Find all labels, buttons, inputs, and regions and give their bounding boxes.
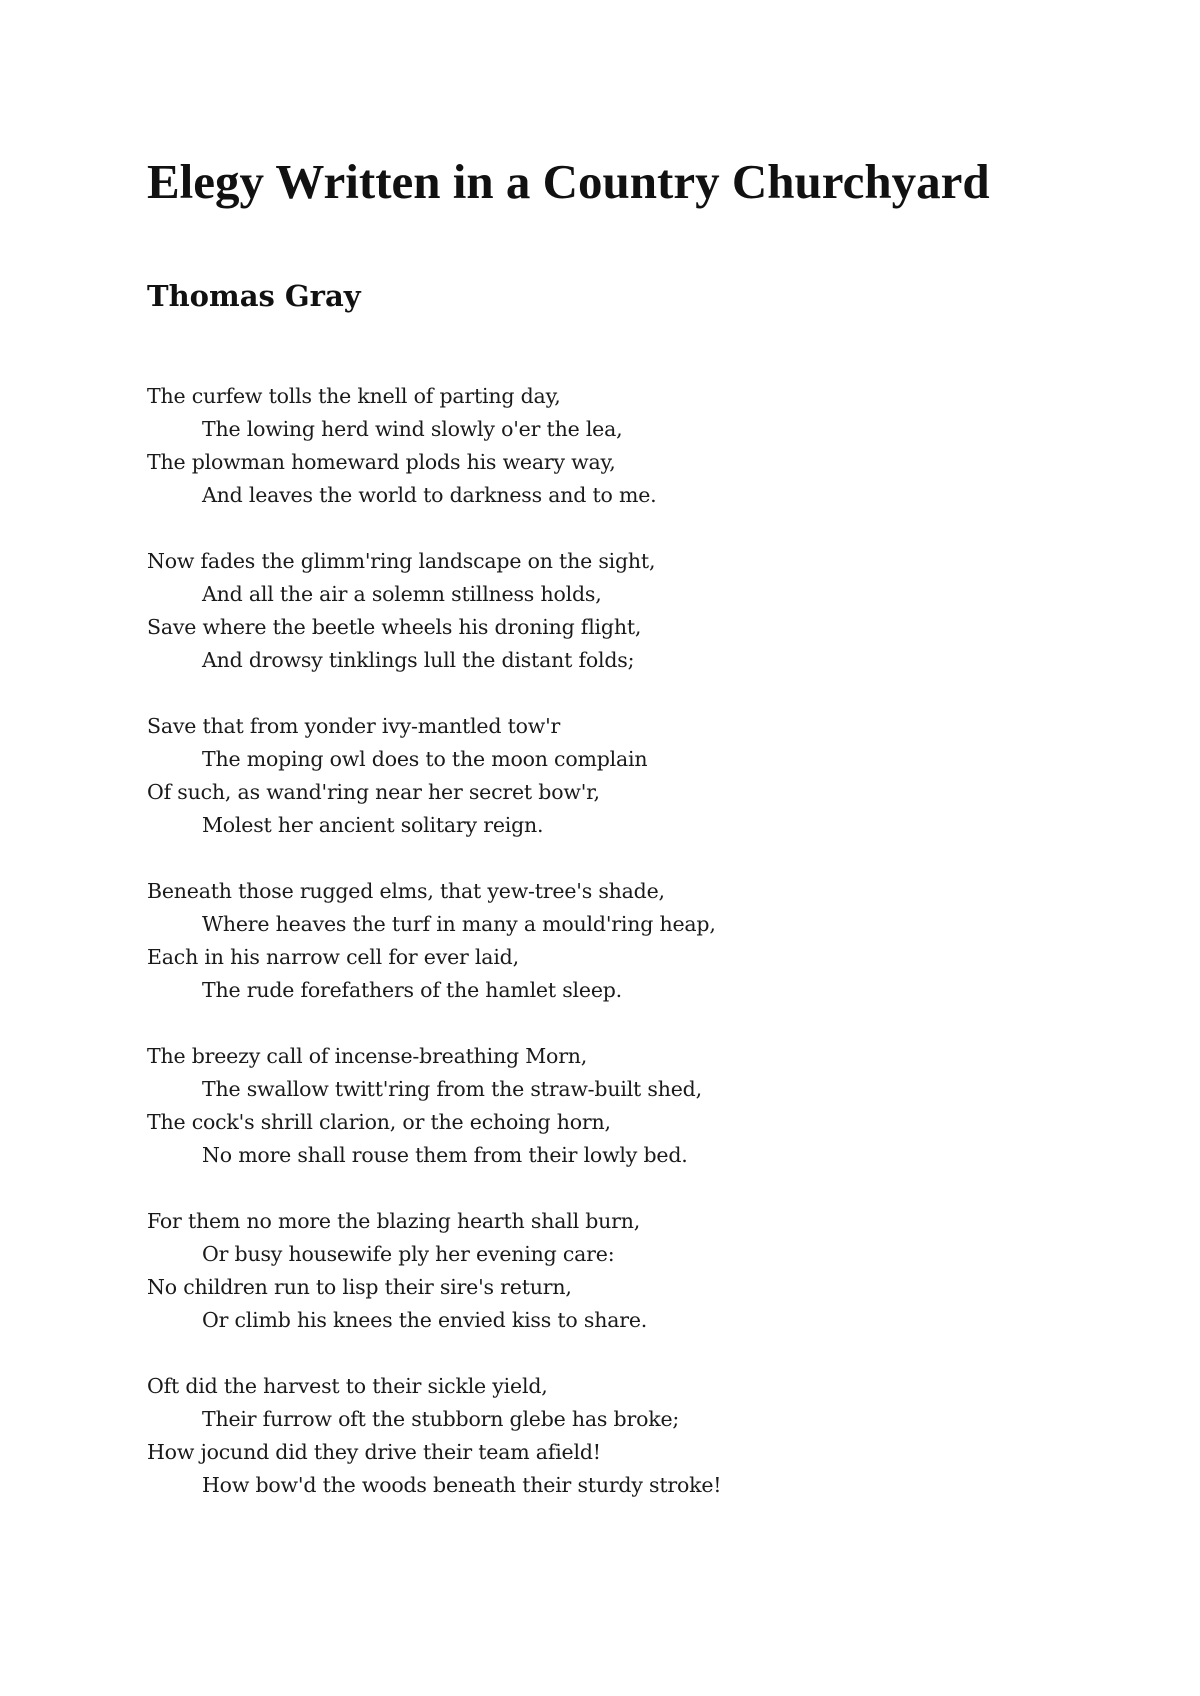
stanza: [147, 1205, 721, 1337]
verse-line: The lowing herd wind slowly o'er the lea,: [202, 417, 623, 441]
poem-page: [147, 150, 1107, 1497]
verse-line: No children run to lisp their sire's return,: [147, 1275, 572, 1299]
verse-line: Save where the beetle wheels his droning flight,: [147, 615, 642, 639]
stanza: [147, 1040, 721, 1172]
verse-line: No more shall rouse them from their lowly bed.: [202, 1143, 688, 1167]
verse-line: Or climb his knees the envied kiss to share.: [202, 1308, 648, 1332]
verse-line: The curfew tolls the knell of parting day,: [147, 384, 561, 408]
poem-body: [147, 380, 721, 1535]
verse-line: Where heaves the turf in many a mould'ring heap,: [202, 912, 716, 936]
verse-line: The plowman homeward plods his weary way,: [147, 450, 616, 474]
verse-line: Or busy housewife ply her evening care:: [202, 1242, 615, 1266]
poem-author: Thomas Gray: [147, 279, 361, 313]
verse-line: Their furrow oft the stubborn glebe has broke;: [202, 1407, 680, 1431]
verse-line: The moping owl does to the moon complain: [202, 747, 648, 771]
verse-line: How jocund did they drive their team afield!: [147, 1440, 601, 1464]
verse-line: And all the air a solemn stillness holds,: [202, 582, 602, 606]
stanza: [147, 875, 721, 1007]
verse-line: Now fades the glimm'ring landscape on the sight,: [147, 549, 656, 573]
verse-line: Molest her ancient solitary reign.: [202, 813, 544, 837]
verse-line: Oft did the harvest to their sickle yield,: [147, 1374, 548, 1398]
verse-line: The rude forefathers of the hamlet sleep.: [202, 978, 622, 1002]
poem-title: Elegy Written in a Country Churchyard: [147, 154, 990, 209]
verse-line: The cock's shrill clarion, or the echoing horn,: [147, 1110, 611, 1134]
verse-line: The swallow twitt'ring from the straw-built shed,: [202, 1077, 702, 1101]
verse-line: Beneath those rugged elms, that yew-tree's shade,: [147, 879, 665, 903]
verse-line: For them no more the blazing hearth shall burn,: [147, 1209, 641, 1233]
verse-line: Of such, as wand'ring near her secret bow'r,: [147, 780, 600, 804]
stanza: [147, 380, 721, 512]
verse-line: Each in his narrow cell for ever laid,: [147, 945, 519, 969]
stanza: [147, 1370, 721, 1502]
verse-line: The breezy call of incense-breathing Morn,: [147, 1044, 588, 1068]
stanza: [147, 710, 721, 842]
stanza: [147, 545, 721, 677]
verse-line: How bow'd the woods beneath their sturdy stroke!: [202, 1473, 722, 1497]
verse-line: Save that from yonder ivy-mantled tow'r: [147, 714, 561, 738]
verse-line: And drowsy tinklings lull the distant folds;: [202, 648, 635, 672]
verse-line: And leaves the world to darkness and to me.: [202, 483, 657, 507]
